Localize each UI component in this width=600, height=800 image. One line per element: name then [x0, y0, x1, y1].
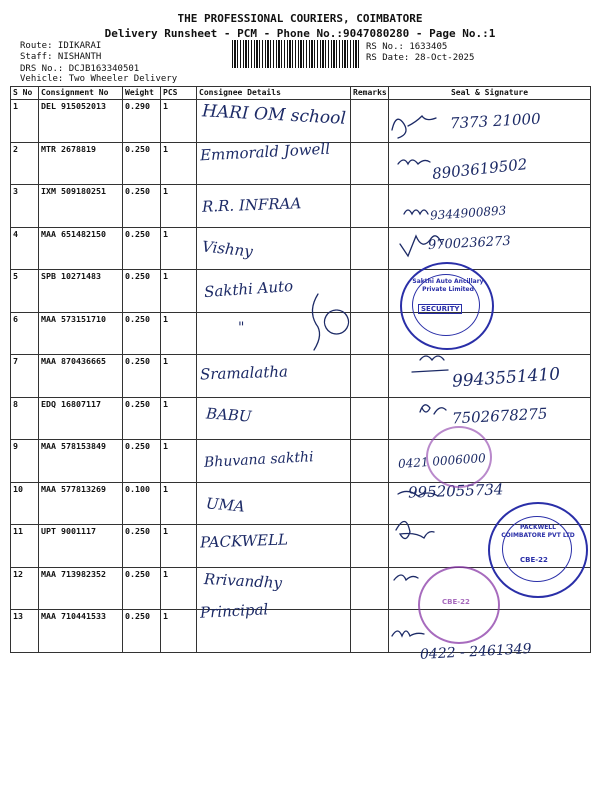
row-consignment-no: MAA 577813269	[39, 482, 123, 525]
row-consignment-no: DEL 915052013	[39, 100, 123, 143]
row-consignment-no: MAA 710441533	[39, 610, 123, 653]
packwell-cbe-text: CBE-22	[520, 556, 548, 564]
col-seal: Seal & Signature	[389, 87, 591, 100]
vehicle-label: Vehicle: Two Wheeler Delivery	[20, 74, 178, 84]
row-consignment-no: EDQ 16807117	[39, 397, 123, 440]
signature-13	[392, 631, 424, 636]
staff-label: Staff: NISHANTH	[20, 52, 102, 62]
row-consignment-no: MAA 651482150	[39, 227, 123, 270]
hw-consignee-6: "	[238, 320, 245, 336]
row-pcs: 1	[161, 610, 197, 653]
row-weight: 0.250	[123, 610, 161, 653]
drs-number: DRS No.: DCJB163340501	[20, 64, 140, 74]
hw-phone-4: 9700236273	[427, 233, 512, 254]
row-weight: 0.250	[123, 525, 161, 568]
hw-consignee-5: Sakthi Auto	[203, 276, 294, 302]
row-sno: 6	[11, 312, 39, 355]
hw-consignee-12: Rrivandhy	[203, 569, 283, 593]
sakthi-stamp	[400, 262, 494, 350]
packwell-stamp-text: PACKWELL COIMBATORE PVT LTD	[501, 524, 575, 539]
row-pcs: 1	[161, 397, 197, 440]
hw-consignee-11: PACKWELL	[199, 530, 289, 552]
row-pcs: 1	[161, 440, 197, 483]
purple-stamp-lower	[418, 566, 500, 644]
purple-stamp-upper	[426, 426, 492, 488]
row-sno: 8	[11, 397, 39, 440]
row-pcs: 1	[161, 312, 197, 355]
row-sno: 5	[11, 270, 39, 313]
row-weight: 0.250	[123, 227, 161, 270]
hw-phone-8: 9952055734	[407, 480, 504, 502]
row-sno: 1	[11, 100, 39, 143]
company-title: THE PROFESSIONAL COURIERS, COIMBATORE	[177, 12, 423, 25]
row-consignment-no: MAA 870436665	[39, 355, 123, 398]
route-label: Route: IDIKARAI	[20, 41, 102, 51]
hw-consignee-13: Principal	[199, 600, 269, 622]
row-consignment-no: SPB 10271483	[39, 270, 123, 313]
signature-8	[420, 405, 446, 414]
hw-consignee-8: BABU	[205, 404, 253, 426]
row-sno: 11	[11, 525, 39, 568]
security-stamp-text: SECURITY	[418, 304, 462, 314]
signature-12	[394, 575, 418, 580]
row-weight: 0.250	[123, 397, 161, 440]
row-pcs: 1	[161, 185, 197, 228]
hw-phone-7: 0421 0006000	[397, 450, 487, 472]
row-pcs: 1	[161, 142, 197, 185]
row-weight: 0.250	[123, 355, 161, 398]
row-pcs: 1	[161, 270, 197, 313]
row-consignment-no: MAA 713982352	[39, 567, 123, 610]
signature-7	[412, 356, 448, 372]
row-weight: 0.100	[123, 482, 161, 525]
hw-consignee-1: HARI OM school	[201, 101, 347, 129]
rs-number: RS No.: 1633405	[366, 42, 448, 52]
runsheet-subtitle: Delivery Runsheet - PCM - Phone No.:9047080280 - Page No.:1	[104, 27, 496, 40]
signature-3	[404, 210, 428, 214]
signature-2	[398, 160, 430, 164]
col-weight: Weight	[123, 87, 161, 100]
col-remarks: Remarks	[351, 87, 389, 100]
signature-11	[396, 521, 434, 538]
row-pcs: 1	[161, 525, 197, 568]
hw-consignee-2: Emmorald Jowell	[199, 139, 331, 165]
hw-consignee-10: UMA	[205, 494, 246, 516]
row-sno: 7	[11, 355, 39, 398]
row-pcs: 1	[161, 227, 197, 270]
row-weight: 0.250	[123, 440, 161, 483]
row-sno: 12	[11, 567, 39, 610]
row-pcs: 1	[161, 100, 197, 143]
hw-phone-1: 7373 21000	[449, 109, 542, 133]
rs-date: RS Date: 28-Oct-2025	[366, 53, 475, 63]
hw-consignee-4: Vishny	[201, 237, 254, 261]
col-consignment: Consignment No	[39, 87, 123, 100]
row-pcs: 1	[161, 567, 197, 610]
row-sno: 4	[11, 227, 39, 270]
row-sno: 2	[11, 142, 39, 185]
hw-phone-9: 0422 - 2461349	[419, 641, 532, 663]
hw-phone-6: 7502678275	[451, 404, 548, 428]
row-sno: 9	[11, 440, 39, 483]
row-sno: 13	[11, 610, 39, 653]
hw-phone-5: 9943551410	[451, 364, 561, 392]
row-sno: 3	[11, 185, 39, 228]
row-weight: 0.290	[123, 100, 161, 143]
row-pcs: 1	[161, 482, 197, 525]
hw-consignee-7: Sramalatha	[199, 362, 289, 384]
row-consignment-no: UPT 9001117	[39, 525, 123, 568]
signature-4	[400, 236, 442, 256]
row-consignment-no: IXM 509180251	[39, 185, 123, 228]
col-sno: S No	[11, 87, 39, 100]
row-consignment-no: MAA 578153849	[39, 440, 123, 483]
hw-phone-3: 9344900893	[429, 203, 507, 223]
row-weight: 0.250	[123, 567, 161, 610]
row-consignment-no: MAA 573151710	[39, 312, 123, 355]
hw-consignee-9: Bhuvana sakthi	[203, 449, 314, 471]
row-weight: 0.250	[123, 185, 161, 228]
hw-phone-2: 8903619502	[431, 155, 529, 183]
packwell-stamp	[488, 502, 588, 598]
row-sno: 10	[11, 482, 39, 525]
row-pcs: 1	[161, 355, 197, 398]
hw-consignee-3: R.R. INFRAA	[201, 194, 302, 216]
col-consignee: Consignee Details	[197, 87, 351, 100]
row-weight: 0.250	[123, 312, 161, 355]
col-pcs: PCS	[161, 87, 197, 100]
row-consignment-no: MTR 2678819	[39, 142, 123, 185]
purple-stamp-cbe: CBE-22	[442, 598, 470, 606]
signature-1	[392, 116, 436, 138]
row-weight: 0.250	[123, 270, 161, 313]
signature-5-6	[312, 294, 348, 350]
sakthi-stamp-text: Sakthi Auto Ancillary Private Limited	[412, 278, 484, 293]
signature-10	[398, 491, 438, 496]
row-weight: 0.250	[123, 142, 161, 185]
